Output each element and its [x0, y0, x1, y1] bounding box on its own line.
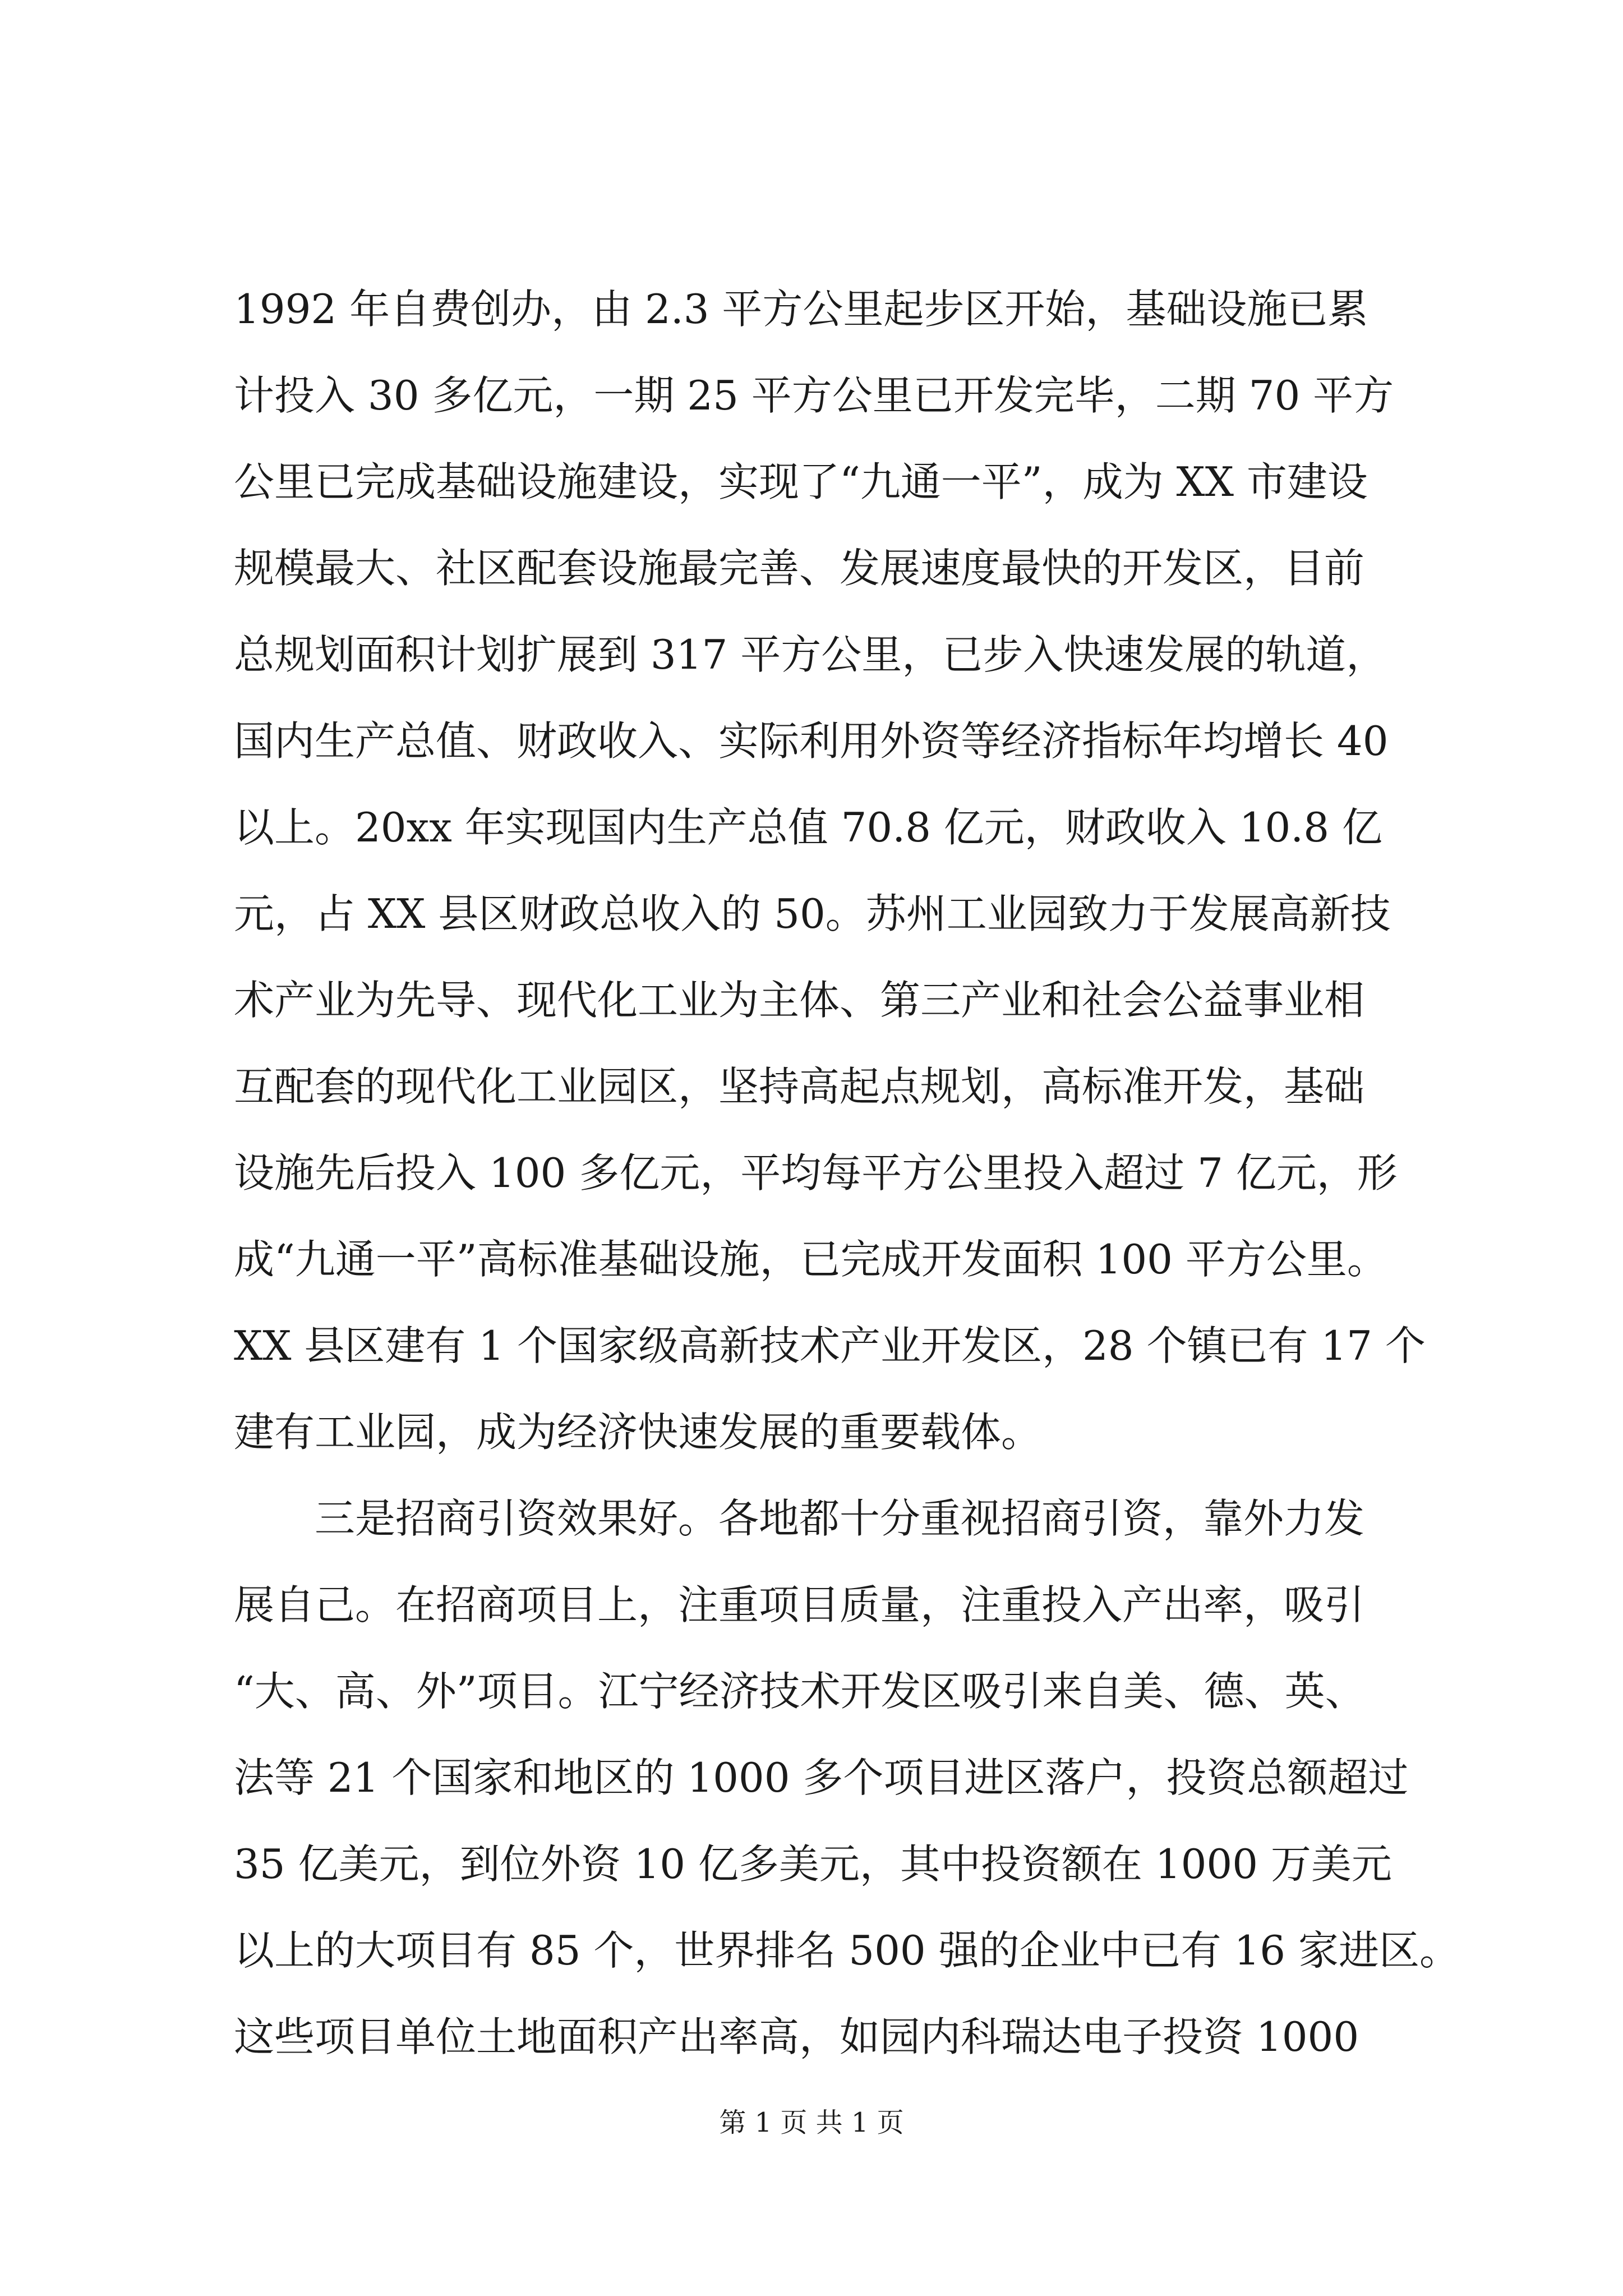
text-line: 互配套的现代化工业园区，坚持高起点规划，高标准开发，基础	[234, 1063, 1365, 1110]
text-line: 35 亿美元，到位外资 10 亿多美元，其中投资额在 1000 万美元	[234, 1841, 1392, 1888]
page-footer: 第 1 页 共 1 页	[719, 2107, 904, 2138]
text-line: 法等 21 个国家和地区的 1000 多个项目进区落户，投资总额超过	[234, 1754, 1409, 1801]
text-line: 国内生产总值、财政收入、实际利用外资等经济指标年均增长 40	[234, 717, 1389, 765]
text-line: 计投入 30 多亿元，一期 25 平方公里已开发完毕，二期 70 平方	[234, 372, 1394, 419]
text-line: 建有工业园，成为经济快速发展的重要载体。	[234, 1409, 1042, 1456]
text-line: 设施先后投入 100 多亿元，平均每平方公里投入超过 7 亿元，形	[234, 1149, 1398, 1197]
text-line: 元，占 XX 县区财政总收入的 50。苏州工业园致力于发展高新技	[234, 890, 1391, 937]
text-line: 成“九通一平”高标准基础设施，已完成开发面积 100 平方公里。	[234, 1236, 1387, 1283]
text-line: 这些项目单位土地面积产出率高，如园内科瑞达电子投资 1000	[234, 2013, 1359, 2060]
text-line: XX 县区建有 1 个国家级高新技术产业开发区，28 个镇已有 17 个	[234, 1322, 1426, 1369]
text-line: 术产业为先导、现代化工业为主体、第三产业和社会公益事业相	[234, 977, 1365, 1024]
text-line: 公里已完成基础设施建设，实现了“九通一平”，成为 XX 市建设	[234, 458, 1368, 505]
paragraph-start-line: 三是招商引资效果好。各地都十分重视招商引资，靠外力发	[315, 1495, 1365, 1542]
text-line: 1992 年自费创办，由 2.3 平方公里起步区开始，基础设施已累	[234, 286, 1368, 333]
text-line: 总规划面积计划扩展到 317 平方公里，已步入快速发展的轨道，	[234, 631, 1387, 678]
text-line: “大、高、外”项目。江宁经济技术开发区吸引来自美、德、英、	[234, 1668, 1366, 1715]
text-line: 以上的大项目有 85 个，世界排名 500 强的企业中已有 16 家进区。	[234, 1927, 1460, 1974]
text-line: 展自己。在招商项目上，注重项目质量，注重投入产出率，吸引	[234, 1581, 1365, 1628]
body-text	[234, 266, 1460, 2080]
text-line: 以上。20xx 年实现国内生产总值 70.8 亿元，财政收入 10.8 亿	[234, 804, 1382, 851]
text-line: 规模最大、社区配套设施最完善、发展速度最快的开发区，目前	[234, 545, 1365, 592]
